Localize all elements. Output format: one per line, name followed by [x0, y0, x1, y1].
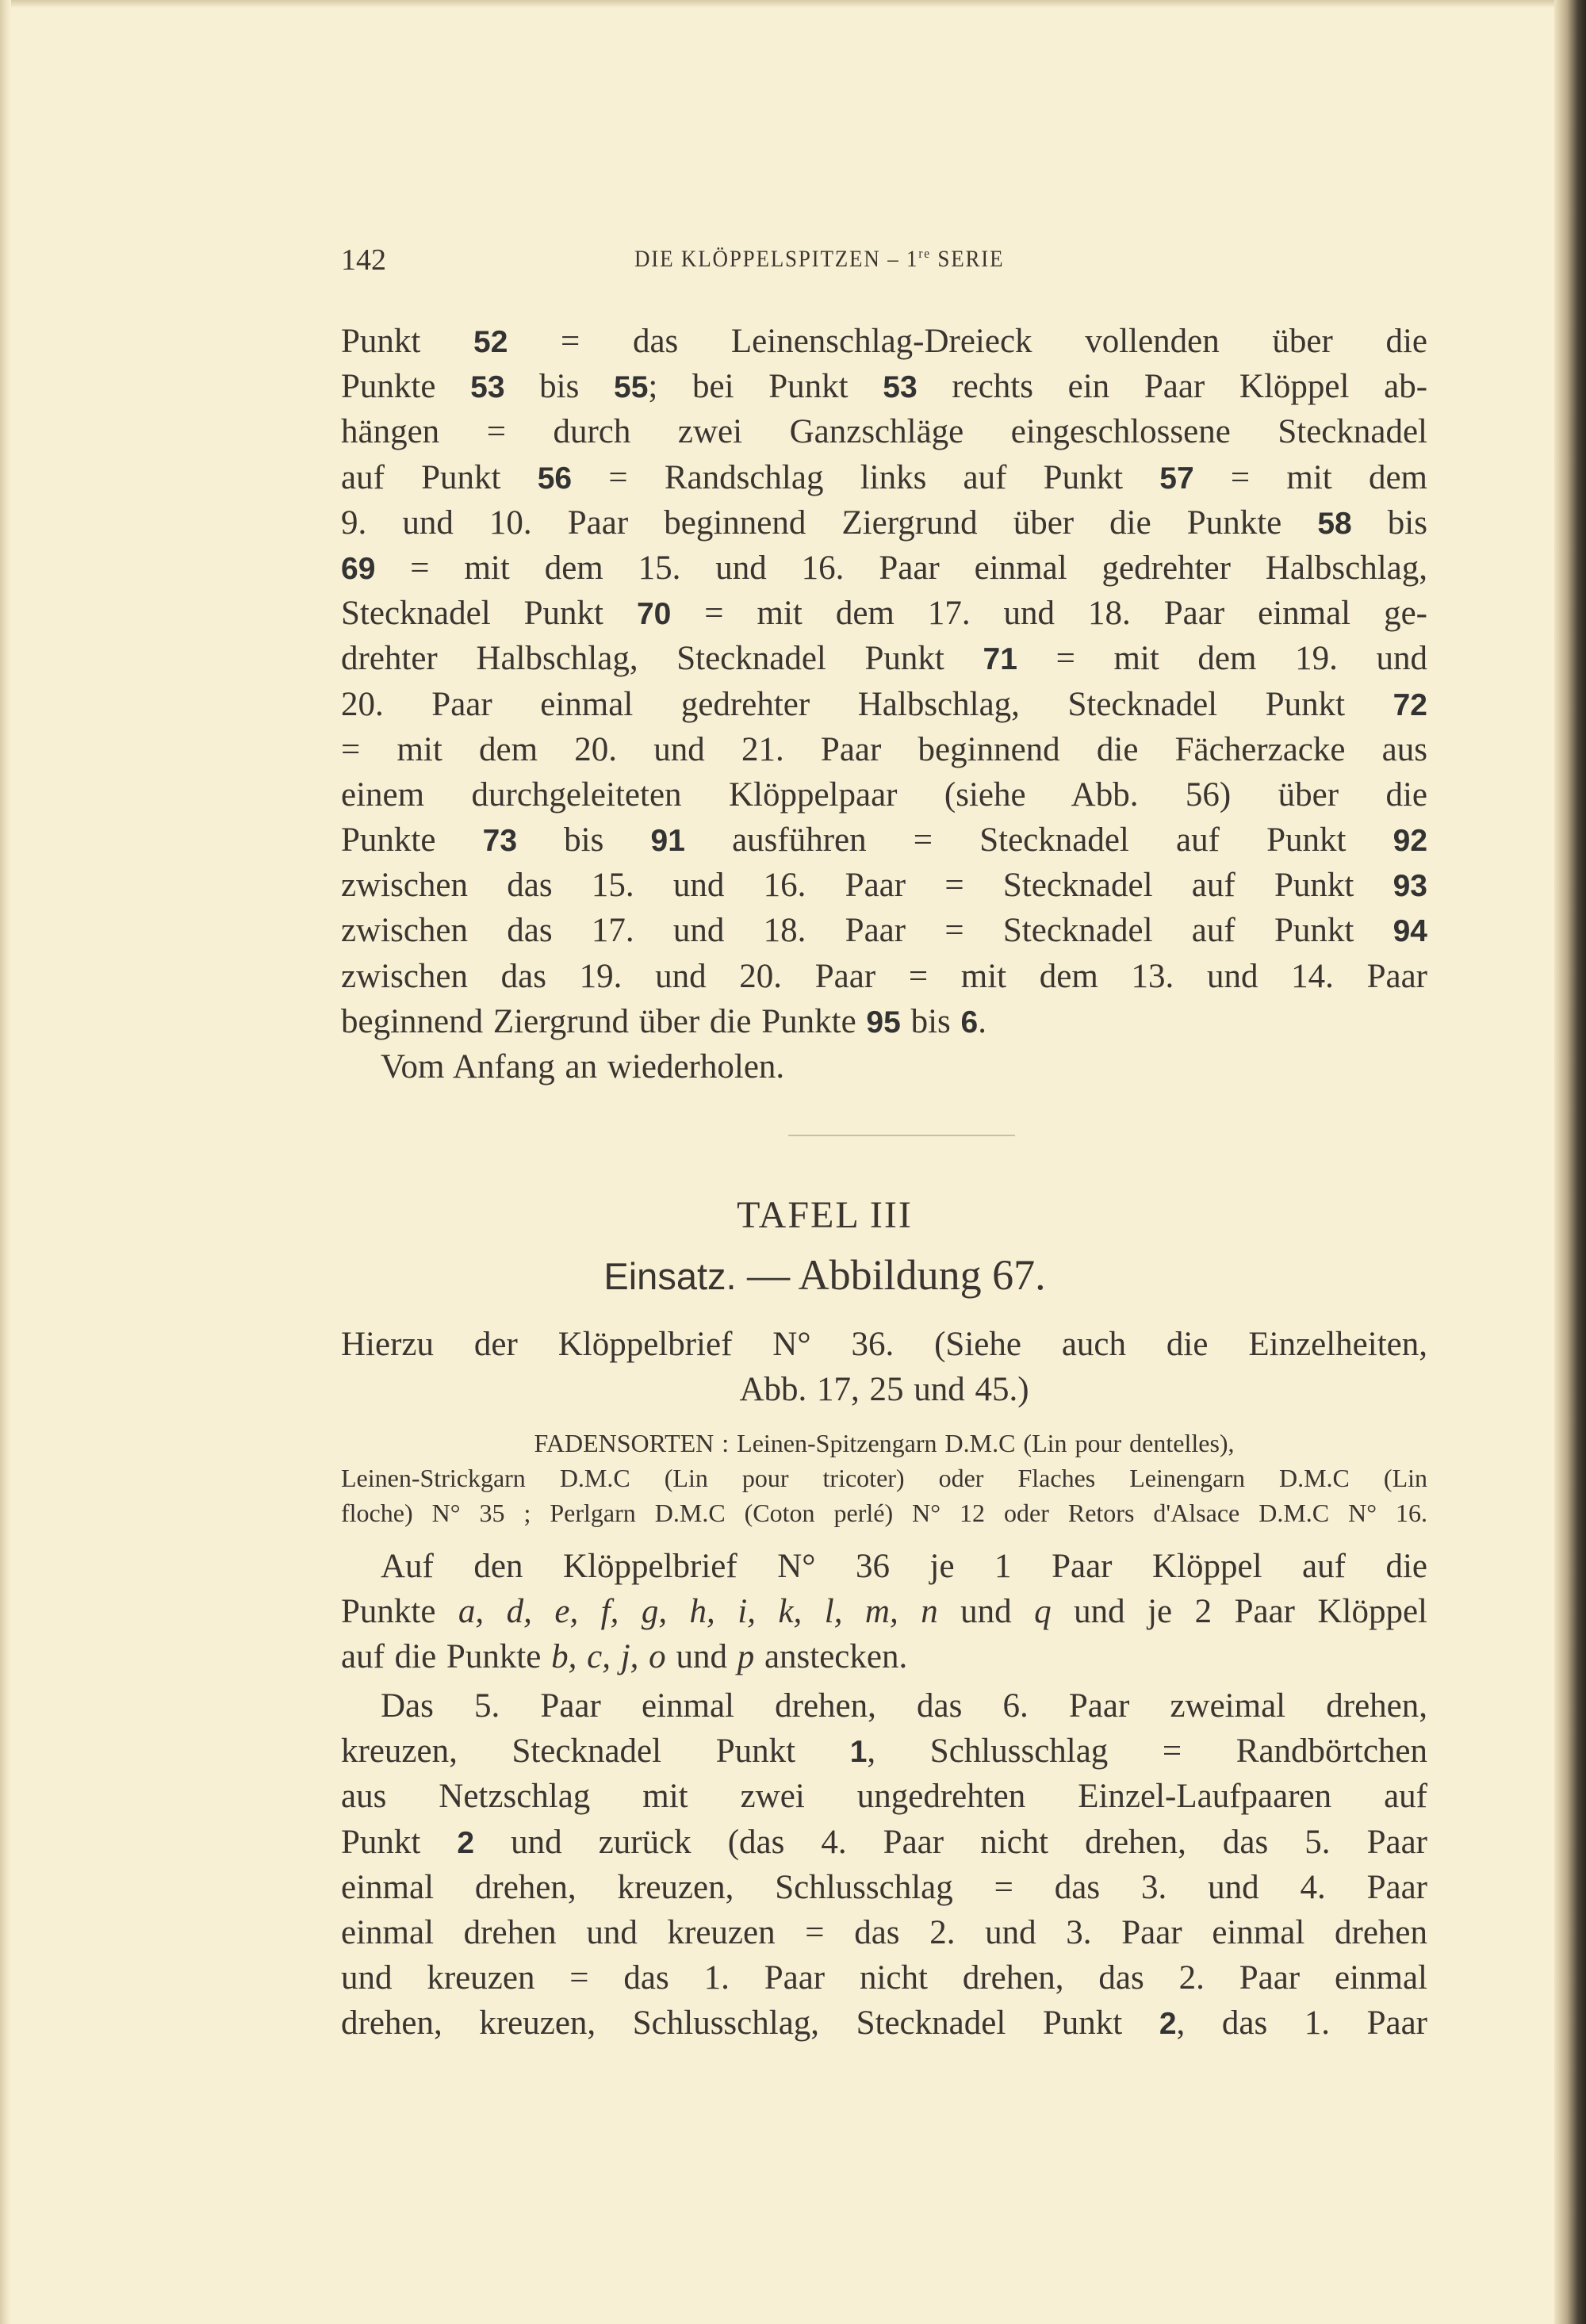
italic-point-letters: b, c, j, o	[551, 1638, 666, 1676]
page-top-edge	[0, 0, 1586, 8]
point-number: 2	[457, 1825, 475, 1860]
text-line	[341, 1544, 1427, 1589]
text-run: einmal drehen und kreuzen = das 2. und 3. Paar einmal drehen	[341, 1913, 1427, 1951]
text-run: rechts ein Paar Klöppel ab-	[917, 368, 1428, 406]
point-number: 53	[470, 370, 505, 405]
instructions-paragraph-1	[341, 1544, 1427, 1680]
text-run: 9. und 10. Paar beginnend Ziergrund über die Punkte	[341, 503, 1318, 542]
text-line	[341, 364, 1427, 409]
italic-point-letters: q	[1034, 1593, 1052, 1631]
italic-point-letters: p	[737, 1638, 755, 1676]
text-run: = Randschlag links auf Punkt	[572, 458, 1160, 496]
text-run: Punkte	[341, 368, 471, 406]
point-number: 71	[983, 642, 1017, 677]
book-binding-edge	[1554, 0, 1586, 2324]
text-run: , das 1. Paar	[1176, 2004, 1428, 2043]
text-run: = mit dem 20. und 21. Paar beginnend die Fächerzacke aus	[341, 730, 1427, 768]
text-run: aus Netzschlag mit zwei ungedrehten Einzel-Laufpaaren auf	[341, 1778, 1427, 1816]
text-run: auf Punkt	[341, 458, 538, 496]
point-number: 70	[636, 597, 672, 632]
text-line	[341, 1461, 1427, 1495]
text-run: kreuzen, Stecknadel Punkt	[341, 1732, 850, 1771]
point-number: 2	[1159, 2007, 1177, 2042]
text-line	[341, 1683, 1427, 1729]
running-title-end: SERIE	[930, 246, 1005, 272]
text-line	[341, 999, 1427, 1044]
text-run: = mit dem 15. und 16. Paar einmal gedrehter Halbschlag,	[375, 549, 1427, 587]
text-line	[341, 1955, 1427, 2000]
text-run: ; bei Punkt	[648, 368, 883, 406]
text-line	[341, 1774, 1427, 1819]
text-run: Punkt	[341, 1823, 458, 1861]
text-line	[341, 409, 1427, 454]
text-run: bis	[900, 1002, 961, 1040]
point-number: 91	[650, 824, 685, 859]
intro-paragraph	[341, 1322, 1427, 1412]
text-run: zwischen das 19. und 20. Paar = mit dem 13. und 14. Paar	[341, 957, 1427, 995]
text-line	[341, 591, 1427, 636]
text-line	[341, 1865, 1427, 1910]
text-run: Auf den Klöppelbrief N° 36 je 1 Paar Klöppel auf die	[381, 1548, 1427, 1585]
text-run: und kreuzen = das 1. Paar nicht drehen, das 2. Paar einmal	[341, 1959, 1427, 1997]
point-number: 72	[1393, 687, 1427, 722]
text-run: und zurück (das 4. Paar nicht drehen, das 5. Paar	[474, 1823, 1427, 1861]
point-number: 1	[849, 1735, 868, 1770]
text-line	[341, 1322, 1427, 1367]
instructions-paragraph-2	[341, 1683, 1427, 2046]
text-run: beginnend Ziergrund über die Punkte	[341, 1002, 867, 1040]
text-line	[341, 772, 1427, 817]
text-line	[341, 1910, 1427, 1955]
text-line	[341, 1495, 1427, 1530]
point-number: 58	[1317, 506, 1352, 541]
point-number: 69	[341, 551, 376, 586]
text-line	[341, 1044, 1427, 1089]
text-run: Hierzu der Klöppelbrief N° 36. (Siehe auch die Einzelheiten,	[341, 1326, 1427, 1363]
text-run: floche) N° 35 ; Perlgarn D.M.C (Coton perlé) N° 12 oder Retors d'Alsace D.M.C N° 16.	[341, 1499, 1427, 1527]
text-line	[341, 2000, 1427, 2046]
text-run: und je 2 Paar Klöppel	[1051, 1593, 1427, 1631]
point-number: 55	[614, 370, 649, 405]
running-title-text: DIE KLÖPPELSPITZEN – 1	[634, 246, 919, 272]
text-run: = mit dem 19. und	[1017, 640, 1427, 678]
section-title-main: Einsatz.	[603, 1255, 737, 1297]
text-run: hängen = durch zwei Ganzschläge eingeschlossene Stecknadel	[341, 413, 1427, 451]
text-run: auf die Punkte	[341, 1638, 552, 1676]
text-line	[341, 1426, 1427, 1461]
thread-types-note	[341, 1426, 1427, 1530]
text-run: Stecknadel Punkt	[341, 595, 637, 633]
plate-heading: TAFEL III	[737, 1194, 913, 1236]
text-run: und	[937, 1593, 1035, 1631]
point-number: 92	[1393, 824, 1428, 859]
page-number: 142	[341, 243, 386, 277]
text-run: Abb. 17, 25 und 45.)	[739, 1371, 1029, 1409]
point-number: 6	[960, 1005, 979, 1039]
text-line	[341, 636, 1427, 681]
text-run: Punkt	[341, 323, 474, 360]
text-run: = mit dem 17. und 18. Paar einmal ge-	[671, 595, 1427, 633]
text-run: = das Leinenschlag-Dreieck vollenden über die	[508, 323, 1427, 360]
point-number: 53	[883, 370, 918, 405]
text-run: zwischen das 15. und 16. Paar = Stecknadel auf Punkt	[341, 867, 1393, 905]
text-run: bis	[504, 368, 615, 406]
text-run: Das 5. Paar einmal drehen, das 6. Paar zweimal drehen,	[381, 1687, 1427, 1725]
text-line	[341, 863, 1427, 908]
running-header	[341, 243, 1451, 282]
text-run: drehter Halbschlag, Stecknadel Punkt	[341, 640, 983, 678]
point-number: 57	[1159, 461, 1194, 496]
section-title-figure: — Abbildung 67.	[736, 1251, 1046, 1299]
text-line	[341, 455, 1427, 500]
text-run: Punkte	[341, 821, 483, 860]
running-title-sup: re	[918, 246, 931, 261]
text-run: anstecken.	[754, 1638, 908, 1676]
point-number: 56	[537, 461, 573, 496]
text-run: zwischen das 17. und 18. Paar = Stecknadel auf Punkt	[341, 912, 1393, 950]
text-line	[341, 817, 1427, 863]
text-run: einmal drehen, kreuzen, Schlusschlag = das 3. und 4. Paar	[341, 1868, 1427, 1906]
text-run: Leinen-Strickgarn D.M.C (Lin pour tricoter) oder Flaches Leinengarn D.M.C (Lin	[341, 1464, 1427, 1492]
text-run: , Schlusschlag = Randbörtchen	[867, 1732, 1427, 1771]
text-run: 20. Paar einmal gedrehter Halbschlag, Stecknadel Punkt	[341, 685, 1393, 723]
text-run: bis	[517, 821, 651, 860]
text-line	[341, 954, 1427, 999]
point-number: 52	[473, 325, 508, 359]
text-run: bis	[1351, 503, 1427, 542]
text-run: einem durchgeleiteten Klöppelpaar (siehe Abb. 56) über die	[341, 775, 1427, 814]
text-line	[341, 500, 1427, 546]
text-line	[341, 1589, 1427, 1634]
text-run: Punkte	[341, 1593, 458, 1631]
text-line	[341, 1729, 1427, 1774]
text-line	[341, 682, 1427, 727]
text-run: FADENSORTEN : Leinen-Spitzengarn D.M.C (Lin pour dentelles),	[534, 1429, 1235, 1457]
text-line	[341, 727, 1427, 772]
text-run: drehen, kreuzen, Schlusschlag, Stecknadel Punkt	[341, 2004, 1159, 2043]
text-run: und	[665, 1638, 737, 1676]
text-line	[341, 319, 1427, 364]
section-title	[0, 1250, 1586, 1300]
point-number: 73	[482, 824, 518, 859]
text-line	[341, 546, 1427, 591]
page-left-edge	[0, 0, 11, 2324]
text-line	[341, 1367, 1427, 1412]
point-number: 93	[1393, 869, 1427, 904]
text-line	[341, 1820, 1427, 1865]
text-run: = mit dem	[1193, 458, 1427, 496]
text-run: .	[978, 1002, 986, 1040]
text-run: Vom Anfang an wiederholen.	[381, 1048, 785, 1085]
paragraph-continuation	[341, 319, 1427, 1089]
text-line	[341, 1634, 1427, 1679]
section-divider	[788, 1135, 1015, 1136]
text-line	[341, 908, 1427, 953]
text-run: ausführen = Stecknadel auf Punkt	[684, 821, 1393, 860]
italic-point-letters: a, d, e, f, g, h, i, k, l, m, n	[458, 1593, 938, 1631]
point-number: 94	[1393, 914, 1427, 949]
running-title	[634, 246, 1004, 273]
point-number: 95	[866, 1005, 901, 1039]
